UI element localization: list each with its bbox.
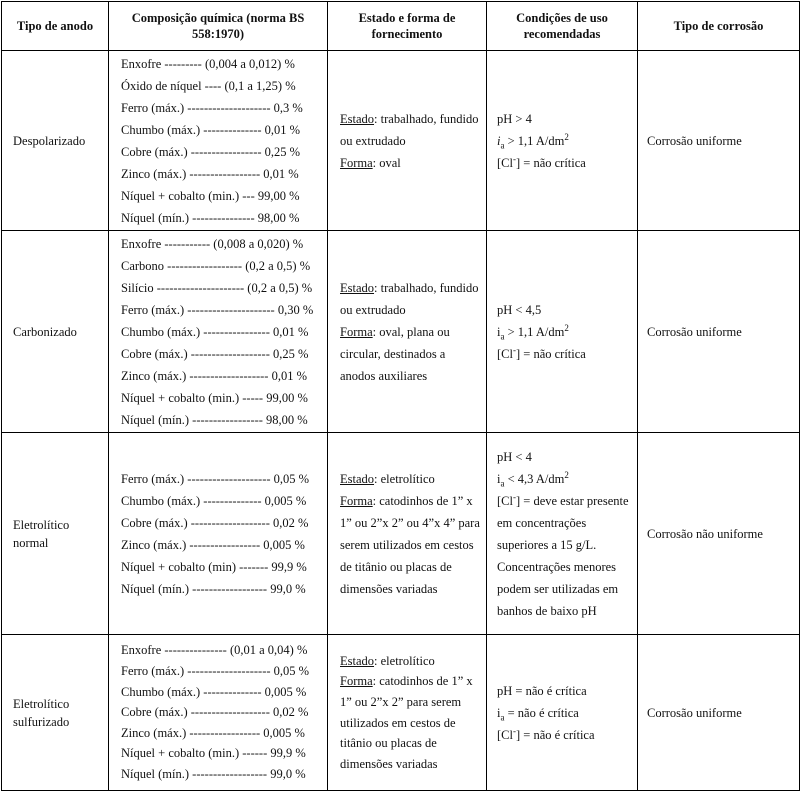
state-text: : eletrolítico [374,653,435,668]
current-density-sub: a [500,478,505,488]
current-density-sub: a [500,331,505,341]
composition-line: Níquel + cobalto (min.) ----- 99,00 % [121,390,308,405]
corrosion-type-cell: Corrosão não uniforme [638,433,800,635]
form-text: : oval, plana ou circular, destinados a anodos auxiliares [340,324,450,383]
composition-line: Níquel (mín.) ------------------ 99,0 % [121,581,306,596]
table-row [2,433,800,635]
chloride-open: [Cl [497,155,513,170]
composition-line: Enxofre --------------- (0,01 a 0,04) % [121,643,308,658]
composition-cell [109,635,328,791]
state-text: : trabalhado, fundido ou extrudado [340,111,479,148]
chloride-open: [Cl [497,346,513,361]
chloride-open: [Cl [497,493,513,508]
composition-line: Zinco (máx.) ----------------- 0,005 % [121,725,305,740]
current-density-condition: > 1,1 A/dm [504,133,565,148]
corrosion-type-cell: Corrosão uniforme [638,231,800,433]
current-density-condition: > 1,1 A/dm [504,324,565,339]
header-conditions: Condições de uso recomendadas [487,2,638,51]
current-density-condition: = não é crítica [504,705,579,720]
current-density-sub: a [500,140,505,150]
composition-cell [109,433,328,635]
chloride-condition: ] = não crítica [515,155,586,170]
composition-line: Ferro (máx.) -------------------- 0,05 % [121,471,310,486]
composition-line: Silício --------------------- (0,2 a 0,5) % [121,280,313,295]
form-text: : catodinhos de 1” x 1” ou 2”x 2” ou 4”x 4” para serem utilizados em cestos de titânio ou placas de dimensões variadas [340,493,480,596]
conditions-cell [487,231,638,433]
composition-line: Níquel (mín.) ------------------ 99,0 % [121,766,306,781]
current-density-condition: < 4,3 A/dm [504,471,565,486]
ph-condition: pH < 4 [497,449,532,464]
chloride-charge: - [512,344,516,355]
composition-line: Chumbo (máx.) -------------- 0,01 % [121,122,301,137]
current-density-sub: a [500,712,505,722]
anode-table [1,1,800,791]
chloride-charge: - [512,491,516,502]
composition-line: Cobre (máx.) ------------------- 0,02 % [121,515,309,530]
chloride-open: [Cl [497,727,513,742]
current-density-var: i [497,324,501,339]
state-form-cell [328,51,487,231]
composition-line: Níquel (mín.) ----------------- 98,00 % [121,412,308,427]
composition-line: Níquel + cobalto (min.) --- 99,00 % [121,188,300,203]
conditions-cell [487,51,638,231]
composition-line: Carbono ------------------ (0,2 a 0,5) % [121,258,311,273]
state-form-cell [328,231,487,433]
composition-line: Enxofre ----------- (0,008 a 0,020) % [121,236,304,251]
header-corrosion-type: Tipo de corrosão [638,2,800,51]
composition-line: Chumbo (máx.) ---------------- 0,01 % [121,324,309,339]
corrosion-type-cell: Corrosão uniforme [638,635,800,791]
anode-type-cell: Despolarizado [2,51,109,231]
composition-line: Ferro (máx.) --------------------- 0,30 % [121,302,314,317]
ph-condition: pH < 4,5 [497,302,542,317]
composition-line: Cobre (máx.) ------------------- 0,02 % [121,705,309,720]
state-label: Estado [340,471,375,486]
composition-line: Óxido de níquel ---- (0,1 a 1,25) % [121,78,296,93]
current-density-unit-exp: 2 [564,322,569,333]
composition-line: Níquel + cobalto (min) ------- 99,9 % [121,559,307,574]
composition-line: Cobre (máx.) ------------------- 0,25 % [121,346,309,361]
composition-line: Níquel + cobalto (min.) ------ 99,9 % [121,746,306,761]
state-text: : trabalhado, fundido ou extrudado [340,280,479,317]
composition-line: Chumbo (máx.) -------------- 0,005 % [121,493,307,508]
anode-type-cell: Eletrolítico normal [2,433,109,635]
current-density-var: i [497,471,501,486]
current-density-unit-exp: 2 [564,131,569,142]
chloride-condition: ] = deve estar presente em concentrações superiores a 15 g/L. Concentrações menores podem ser utilizadas em banhos de baixo pH [497,493,629,618]
composition-line: Enxofre --------- (0,004 a 0,012) % [121,56,295,71]
chloride-charge: - [512,725,516,736]
composition-line: Zinco (máx.) ----------------- 0,005 % [121,537,305,552]
corrosion-type-cell: Corrosão uniforme [638,51,800,231]
table-row [2,635,800,791]
composition-line: Chumbo (máx.) -------------- 0,005 % [121,684,307,699]
table-row [2,51,800,231]
current-density-var: i [497,705,501,720]
composition-line: Zinco (máx.) ------------------- 0,01 % [121,368,308,383]
state-label: Estado [340,280,375,295]
form-label: Forma [340,324,373,339]
composition-cell [109,231,328,433]
current-density-var: i [497,133,501,148]
form-label: Forma [340,674,373,689]
composition-line: Níquel (mín.) --------------- 98,00 % [121,210,300,225]
chloride-charge: - [512,153,516,164]
table-row [2,231,800,433]
chloride-condition: ] = não é crítica [515,727,595,742]
ph-condition: pH = não é crítica [497,683,587,698]
header-state-form: Estado e forma de fornecimento [328,2,487,51]
chloride-condition: ] = não crítica [515,346,586,361]
composition-line: Cobre (máx.) ----------------- 0,25 % [121,144,301,159]
composition-line: Ferro (máx.) -------------------- 0,3 % [121,100,303,115]
anode-type-cell: Carbonizado [2,231,109,433]
form-text: : catodinhos de 1” x 1” ou 2”x 2” para serem utilizados em cestos de titânio ou placas de dimensões variadas [340,674,473,771]
conditions-cell [487,635,638,791]
composition-line: Ferro (máx.) -------------------- 0,05 % [121,664,310,679]
header-anode-type: Tipo de anodo [2,2,109,51]
state-text: : eletrolítico [374,471,435,486]
composition-cell [109,51,328,231]
current-density-unit-exp: 2 [564,469,569,480]
form-label: Forma [340,155,373,170]
ph-condition: pH > 4 [497,111,532,126]
conditions-cell [487,433,638,635]
composition-line: Zinco (máx.) ----------------- 0,01 % [121,166,299,181]
anode-type-cell: Eletrolítico sulfurizado [2,635,109,791]
state-form-cell [328,635,487,791]
header-composition: Composição química (norma BS 558:1970) [109,2,328,51]
form-text: : oval [372,155,401,170]
state-label: Estado [340,653,375,668]
state-label: Estado [340,111,375,126]
table-header-row [2,2,800,51]
form-label: Forma [340,493,373,508]
state-form-cell [328,433,487,635]
